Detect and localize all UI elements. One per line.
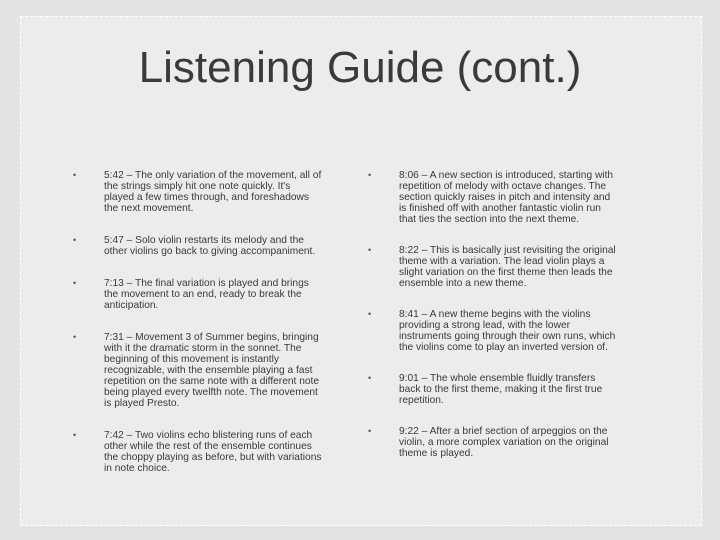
bullet-icon: • [368,245,372,255]
list-item [368,426,618,459]
list-item-text: 5:47 – Solo violin restarts its melody and the other violins go back to giving accompaniment. [104,235,316,257]
right-bullet-list [368,170,618,459]
list-item [73,430,323,474]
bullet-icon: • [73,170,77,180]
bullet-icon: • [368,170,372,180]
list-item [73,235,323,257]
list-item [368,170,618,225]
list-item-text: 7:42 – Two violins echo blistering runs of each other while the rest of the ensemble continues the choppy playing as before, but with variations in note choice. [104,430,322,474]
bullet-icon: • [73,278,77,288]
list-item-text: 5:42 – The only variation of the movement, all of the strings simply hit one note quickly. It's played a few times through, and foreshadows the next movement. [104,170,322,214]
bullet-icon: • [368,373,372,383]
bullet-icon: • [368,426,372,436]
list-item-text: 7:13 – The final variation is played and brings the movement to an end, ready to break the anticipation. [104,278,309,311]
slide-title: Listening Guide (cont.) [138,43,582,92]
list-item [368,373,618,406]
list-item-text: 8:41 – A new theme begins with the violins providing a strong lead, with the lower instruments going through their own runs, which the violins come to play an inverted version of. [399,309,616,353]
list-item [368,245,618,289]
list-item-text: 8:22 – This is basically just revisiting the original theme with a variation. The lead violin plays a slight variation on the first theme then leads the ensemble into a new theme. [399,245,616,289]
list-item [73,278,323,311]
list-item-text: 9:01 – The whole ensemble fluidly transfers back to the first theme, making it the first true repetition. [399,373,603,406]
list-item-text: 9:22 – After a brief section of arpeggios on the violin, a more complex variation on the original theme is played. [399,426,609,459]
bullet-icon: • [368,309,372,319]
list-item-text: 7:31 – Movement 3 of Summer begins, bringing with it the dramatic storm in the sonnet. The beginning of this movement is instantly recognizable, with the ensemble playing a fast repetition on the same note with a different note being played every twelfth note. The movement is played Presto. [104,332,320,409]
list-item [73,332,323,409]
left-bullet-list [73,170,323,474]
list-item [368,309,618,353]
list-item-text: 8:06 – A new section is introduced, starting with repetition of melody with octave changes. The section quickly raises in pitch and intensity and is finished off with another fantastic violin run that ties the section into the next theme. [399,170,614,225]
list-item [73,170,323,214]
bullet-icon: • [73,235,77,245]
bullet-icon: • [73,430,77,440]
bullet-icon: • [73,332,77,342]
